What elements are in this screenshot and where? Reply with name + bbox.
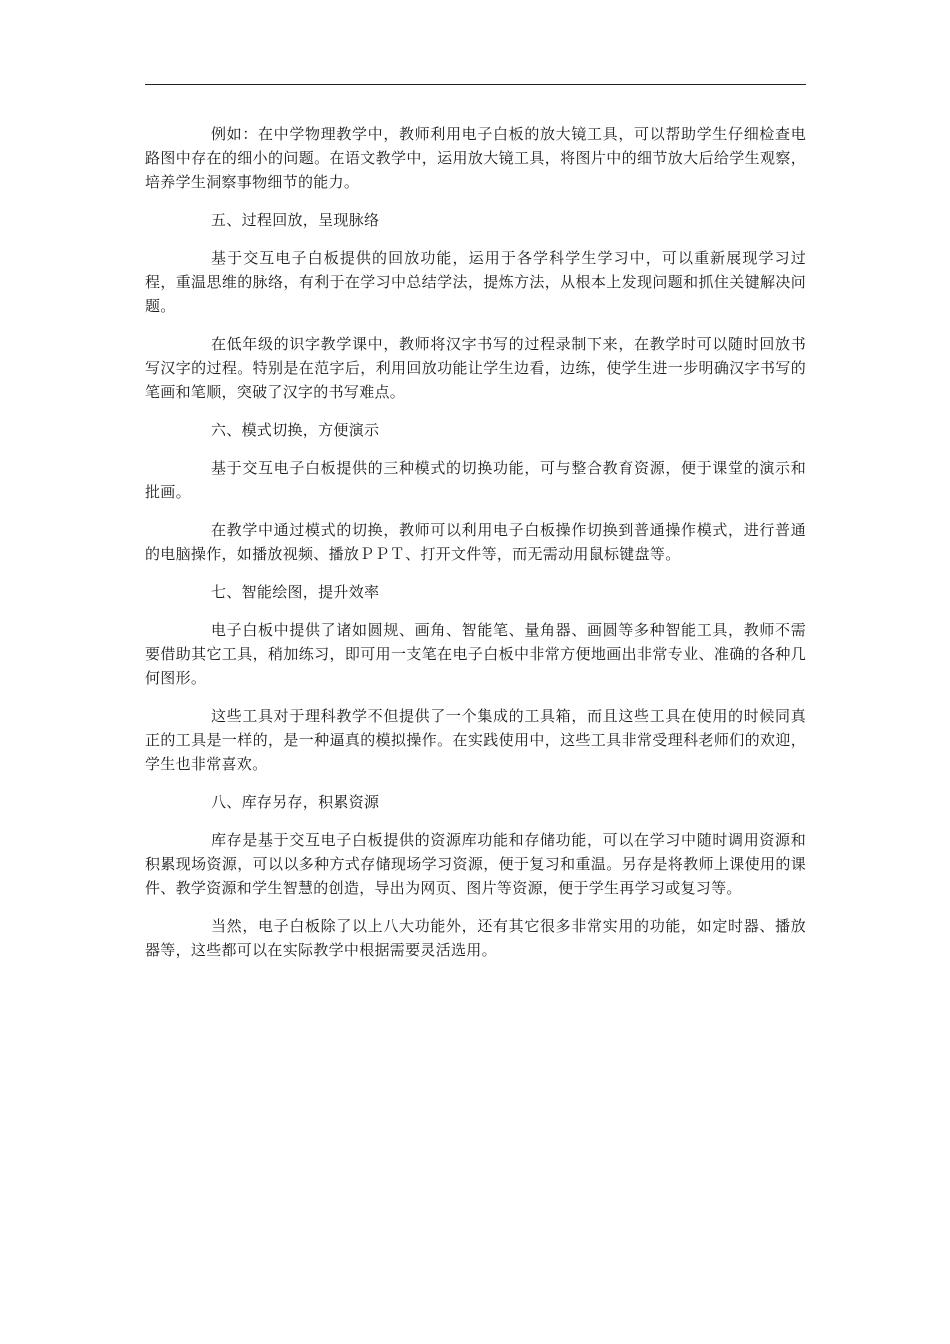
paragraph-replay-intro: 基于交互电子白板提供的回放功能，运用于各学科学生学习中，可以重新展现学习过程，重温思维的脉络，有利于在学习中总结学法，提炼方法，从根本上发现问题和抓住关键解决问题。 [145,249,806,315]
paragraph-mode-example: 在教学中通过模式的切换，教师可以利用电子白板操作切换到普通操作模式，进行普通的电脑操作，如播放视频、播放ＰＰＴ、打开文件等，而无需动用鼠标键盘等。 [145,521,806,563]
section-heading-5: 五、过程回放，呈现脉络 [211,211,380,229]
document-body [145,122,806,976]
paragraph-drawing-intro: 电子白板中提供了诸如圆规、画角、智能笔、量角器、画圆等多种智能工具，教师不需要借助其它工具，稍加练习，即可用一支笔在电子白板中非常方便地画出非常专业、准确的各种几何图形。 [145,621,806,687]
header-rule [145,84,806,85]
paragraph-drawing-example: 这些工具对于理科教学不但提供了一个集成的工具箱，而且这些工具在使用的时候同真正的工具是一样的，是一种逼真的模拟操作。在实践使用中，这些工具非常受理科老师们的欢迎，学生也非常喜欢。 [145,707,806,773]
paragraph-library-intro: 库存是基于交互电子白板提供的资源库功能和存储功能，可以在学习中随时调用资源和积累现场资源，可以以多种方式存储现场学习资源，便于复习和重温。另存是将教师上课使用的课件、教学资源和学生智慧的创造，导出为网页、图片等资源，便于学生再学习或复习等。 [145,831,806,897]
section-heading-7: 七、智能绘图，提升效率 [211,583,380,601]
paragraph-conclusion: 当然，电子白板除了以上八大功能外，还有其它很多非常实用的功能，如定时器、播放器等，这些都可以在实际教学中根据需要灵活选用。 [145,917,806,959]
section-heading-6: 六、模式切换，方便演示 [211,421,380,439]
paragraph-magnifier-example: 例如：在中学物理教学中，教师利用电子白板的放大镜工具，可以帮助学生仔细检查电路图中存在的细小的问题。在语文教学中，运用放大镜工具，将图片中的细节放大后给学生观察，培养学生洞察事物细节的能力。 [145,125,806,191]
paragraph-mode-intro: 基于交互电子白板提供的三种模式的切换功能，可与整合教育资源，便于课堂的演示和批画。 [145,459,806,501]
section-heading-8: 八、库存另存，积累资源 [211,793,380,811]
paragraph-replay-example: 在低年级的识字教学课中，教师将汉字书写的过程录制下来，在教学时可以随时回放书写汉字的过程。特别是在范字后，利用回放功能让学生边看，边练，使学生进一步明确汉字书写的笔画和笔顺，突破了汉字的书写难点。 [145,335,806,401]
